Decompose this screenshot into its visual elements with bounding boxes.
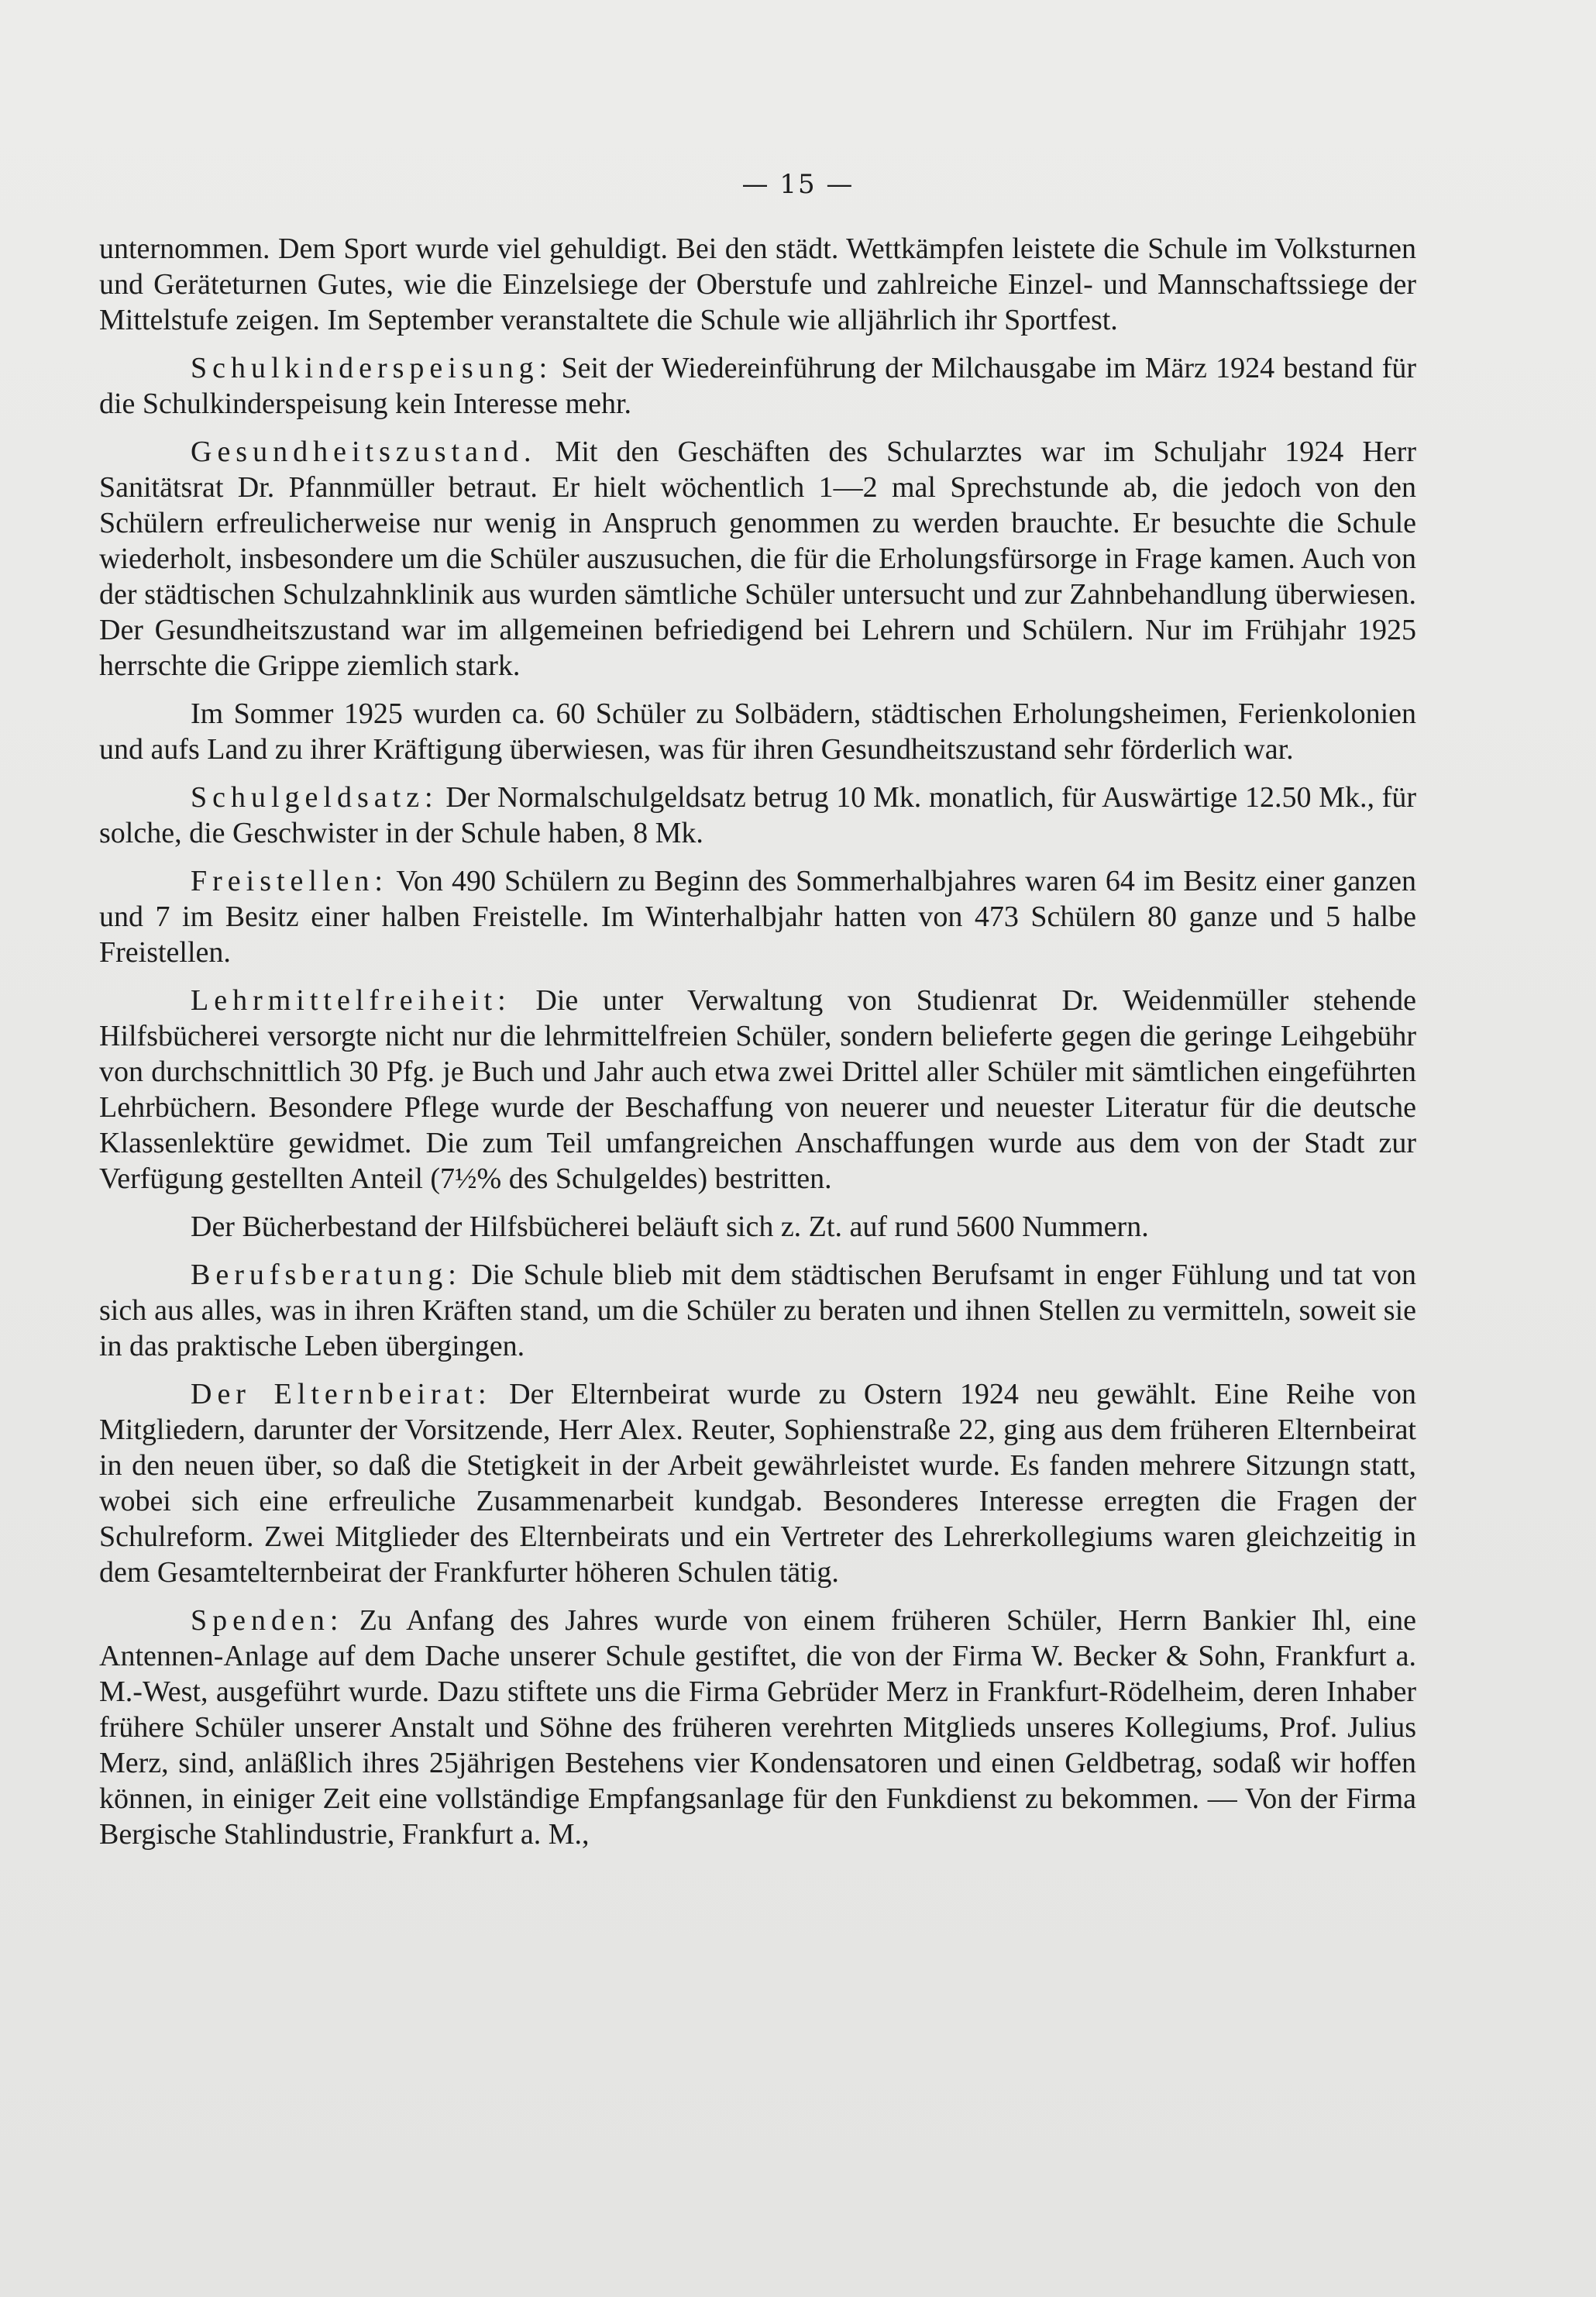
paragraph-text: Der Normalschulgeldsatz betrug 10 Mk. monatlich, für Auswärtige 12.50 Mk., für solche, die Geschwister in der Schule haben, 8 Mk. bbox=[99, 781, 1416, 849]
paragraph-freistellen bbox=[99, 863, 1416, 970]
paragraph-heading: Freistellen: bbox=[191, 865, 388, 897]
paragraph-berufsberatung bbox=[99, 1257, 1416, 1364]
paragraph-heading: Schulgeldsatz: bbox=[191, 781, 439, 814]
paragraph-text: Die Schule blieb mit dem städtischen Berufsamt in enger Fühlung und tat von sich aus alles, was in ihren Kräften stand, um die Schüler zu beraten und ihnen Stellen zu vermitteln, soweit sie in das praktische Leben übergingen. bbox=[99, 1259, 1416, 1362]
paragraph-text: Die unter Verwaltung von Studienrat Dr. Weidenmüller stehende Hilfsbücherei versorgte nicht nur die lehrmittelfreien Schüler, sondern belieferte gegen die geringe Leihgebühr von durchschnittlich 30 Pfg. je Buch und Jahr auch etwa zwei Drittel aller Schüler mit sämtlichen eingeführten Lehrbüchern. Besondere Pflege wurde der Beschaffung von neuerer und neuester Literatur für die deutsche Klassenlektüre gewidmet. Die zum Teil umfangreichen Anschaffungen wurde aus dem von der Stadt zur Verfügung gestellten Anteil (7½% des Schulgeldes) bestritten. bbox=[99, 984, 1416, 1195]
page-number: — 15 — bbox=[741, 169, 855, 200]
paragraph-heading: Schulkinderspeisung: bbox=[191, 352, 553, 384]
paragraph-heading: Gesundheitszustand. bbox=[191, 436, 537, 468]
paragraph-spenden bbox=[99, 1603, 1416, 1852]
paragraph-sport bbox=[99, 231, 1416, 338]
paragraph-schulkinderspeisung bbox=[99, 350, 1416, 422]
paragraph-heading: Berufsberatung: bbox=[191, 1259, 462, 1291]
paragraph-buecherbestand bbox=[99, 1209, 1416, 1245]
paragraph-gesundheitszustand bbox=[99, 434, 1416, 684]
paragraph-text: Zu Anfang des Jahres wurde von einem früheren Schüler, Herrn Bankier Ihl, eine Antennen-Anlage auf dem Dache unserer Schule gestiftet, die von der Firma W. Becker & Sohn, Frankfurt a. M.-West, ausgeführt wurde. Dazu stiftete uns die Firma Gebrüder Merz in Frankfurt-Rödelheim, deren Inhaber frühere Schüler unserer Anstalt und Söhne des früheren verehrten Mitglieds unseres Kollegiums, Prof. Julius Merz, sind, anläßlich ihres 25jährigen Bestehens vier Kondensatoren und einen Geldbetrag, sodaß wir hoffen können, in einiger Zeit eine vollständige Empfangsanlage für den Funkdienst zu bekommen. — Von der Firma Bergische Stahlindustrie, Frankfurt a. M., bbox=[99, 1604, 1416, 1851]
paragraph-heading: Lehrmittelfreiheit: bbox=[191, 984, 511, 1017]
paragraph-text: Der Elternbeirat wurde zu Ostern 1924 neu gewählt. Eine Reihe von Mitgliedern, darunter der Vorsitzende, Herr Alex. Reuter, Sophienstraße 22, ging aus dem früheren Elternbeirat in den neuen über, so daß die Stetigkeit in der Arbeit gewährleistet wurde. Es fanden mehrere Sitzungn statt, wobei sich eine erfreuliche Zusammenarbeit kundgab. Besonderes Interesse erregten die Fragen der Schulreform. Zwei Mitglieder des Elternbeirats und ein Vertreter des Lehrerkollegiums waren gleichzeitig in dem Gesamtelternbeirat der Frankfurter höheren Schulen tätig. bbox=[99, 1378, 1416, 1589]
body-text bbox=[99, 231, 1416, 1865]
paragraph-text: Mit den Geschäften des Schularztes war im Schuljahr 1924 Herr Sanitätsrat Dr. Pfannmüller betraut. Er hielt wöchentlich 1—2 mal Sprechstunde ab, die jedoch von den Schülern erfreulicherweise nur wenig in Anspruch genommen zu werden brauchte. Er besuchte die Schule wiederholt, insbesondere um die Schüler auszusuchen, die für die Erholungsfürsorge in Frage kamen. Auch von der städtischen Schulzahnklinik aus wurden sämtliche Schüler untersucht und zur Zahnbehandlung überwiesen. Der Gesundheitszustand war im allgemeinen befriedigend bei Lehrern und Schülern. Nur im Frühjahr 1925 herrschte die Grippe ziemlich stark. bbox=[99, 436, 1416, 682]
paragraph-schulgeldsatz bbox=[99, 780, 1416, 851]
paragraph-text: unternommen. Dem Sport wurde viel gehuldigt. Bei den städt. Wettkämpfen leistete die Schule im Volksturnen und Geräteturnen Gutes, wie die Einzelsiege der Oberstufe und zahlreiche Einzel- und Mannschaftssiege der Mittelstufe zeigen. Im September veranstaltete die Schule wie alljährlich ihr Sportfest. bbox=[99, 232, 1416, 336]
paragraph-text: Seit der Wiedereinführung der Milchausgabe im März 1924 bestand für die Schulkinderspeisung kein Interesse mehr. bbox=[99, 352, 1416, 420]
paragraph-text: Im Sommer 1925 wurden ca. 60 Schüler zu Solbädern, städtischen Erholungsheimen, Ferienkolonien und aufs Land zu ihrer Kräftigung überwiesen, was für ihren Gesundheitszustand sehr förderlich war. bbox=[99, 697, 1416, 766]
paragraph-heading: Der Elternbeirat: bbox=[191, 1378, 492, 1410]
paragraph-lehrmittelfreiheit bbox=[99, 983, 1416, 1197]
paragraph-text: Von 490 Schülern zu Beginn des Sommerhalbjahres waren 64 im Besitz einer ganzen und 7 im Besitz einer halben Freistelle. Im Winterhalbjahr hatten von 473 Schülern 80 ganze und 5 halbe Freistellen. bbox=[99, 865, 1416, 969]
paragraph-text: Der Bücherbestand der Hilfsbücherei beläuft sich z. Zt. auf rund 5600 Nummern. bbox=[191, 1210, 1149, 1243]
paragraph-elternbeirat bbox=[99, 1376, 1416, 1590]
paragraph-sommer bbox=[99, 696, 1416, 767]
paragraph-heading: Spenden: bbox=[191, 1604, 344, 1637]
